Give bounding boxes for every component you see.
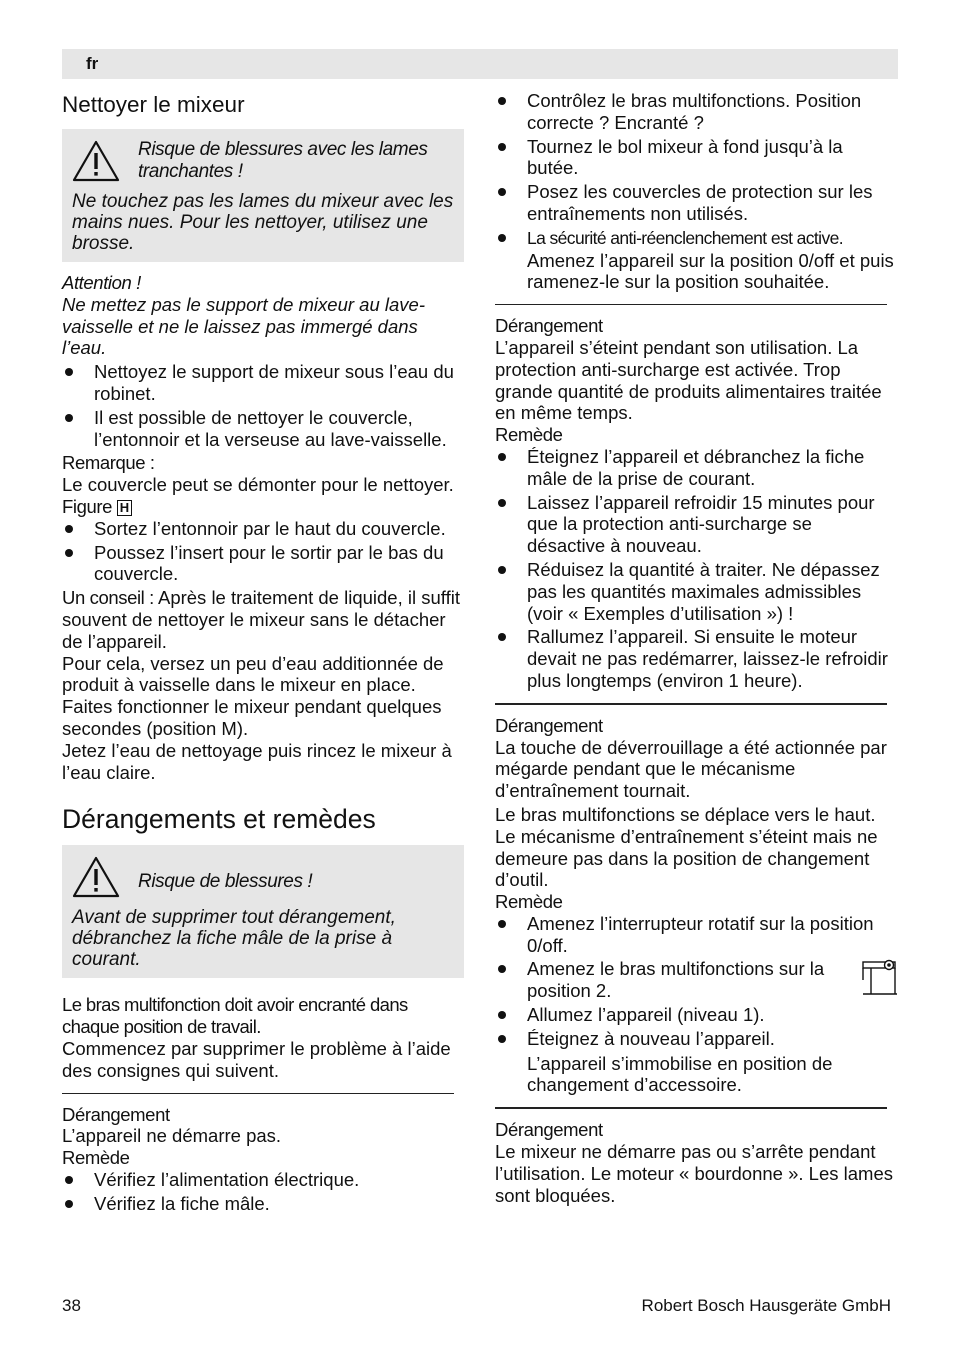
fault-text: La touche de déverrouillage a été actionnée par mégarde pendant que le mécanisme d’entraînement tournait. [495, 736, 887, 802]
intro-bold: Le bras multifonction doit avoir encranté dans chaque position de travail. [62, 994, 408, 1038]
left-column [62, 88, 464, 1217]
list-item: Allumez l’appareil (niveau 1). [495, 1004, 895, 1026]
list-item: Il est possible de nettoyer le couvercle, l’entonnoir et la verseuse au lave-vaisselle. [62, 407, 464, 451]
list-item: Vérifiez l’alimentation électrique. [62, 1169, 464, 1191]
list-item: Tournez le bol mixeur à fond jusqu’à la butée. [495, 136, 895, 180]
company-name: Robert Bosch Hausgeräte GmbH [641, 1296, 891, 1315]
conseil-label: Un conseil : [62, 587, 154, 609]
list-item-text: et puis ramenez-le sur la position souhaitée. [527, 249, 894, 293]
list-item-text: Amenez le bras multifonctions sur la position [527, 958, 825, 1002]
remedy-list-continued [495, 90, 895, 293]
conseil-paragraph-3: Jetez l’eau de nettoyage puis rincez le mixeur à l’eau claire. [62, 739, 452, 783]
attention-label: Attention ! [62, 272, 141, 293]
fault-text: Le mixeur ne démarre pas ou s’arrête pendant l’utilisation. Le moteur « bourdonne ». Les lames sont bloquées. [495, 1141, 893, 1206]
fault-label: Dérangement [62, 1103, 170, 1125]
list-item: Posez les couvercles de protection sur les entraînements non utilisés. [495, 181, 895, 225]
remedy-list [495, 913, 895, 1096]
list-item: Amenez l’interrupteur rotatif sur la position 0/off. [495, 913, 895, 957]
divider [495, 1107, 887, 1109]
warning-triangle-icon [72, 139, 120, 183]
remedy-label: Remède [495, 891, 563, 913]
position-value: 0/off [527, 934, 563, 956]
conseil-text-2-end: ). [236, 717, 249, 739]
list-item [495, 1028, 895, 1096]
lid-list [62, 518, 464, 585]
list-item-text: Amenez l’interrupteur rotatif sur la position [527, 912, 874, 934]
cleaning-list [62, 361, 464, 450]
list-item: Vérifiez la fiche mâle. [62, 1193, 464, 1215]
divider [495, 304, 887, 305]
list-item-text: La sécurité anti-réenclenchement est active. [527, 227, 844, 248]
warning-triangle-icon [72, 855, 120, 899]
language-bar [62, 49, 898, 79]
fault-text: L’appareil s’éteint pendant son utilisation. La protection anti-surcharge est activée. Trop grande quantité de produits alimentaires traitée en même temps. [495, 336, 882, 424]
figure-h-icon: H [117, 500, 132, 516]
list-item [495, 227, 895, 293]
warning-box-blades [62, 129, 464, 262]
list-item: Éteignez l’appareil et débranchez la fiche mâle de la prise de courant. [495, 446, 895, 490]
list-item: Laissez l’appareil refroidir 15 minutes pour que la protection anti-surcharge se désactive à nouveau. [495, 492, 895, 557]
list-item-text: Éteignez à nouveau l’appareil. [527, 1027, 775, 1049]
fault-text: L’appareil ne démarre pas. [62, 1125, 282, 1147]
remedy-list [62, 1169, 464, 1215]
page-number: 38 [62, 1296, 81, 1315]
conseil-paragraph [62, 587, 464, 652]
position-value: 0/off [798, 249, 835, 271]
figure-label: Figure [62, 495, 113, 517]
divider [495, 703, 887, 705]
divider [62, 1093, 454, 1094]
fault-text: Le bras multifonctions se déplace vers le haut. Le mécanisme d’entraînement s’éteint mais ne demeure pas dans la position de changement d’outil. [495, 803, 878, 891]
fault-label: Dérangement [495, 714, 603, 736]
remarque-label: Remarque : [62, 452, 155, 474]
clean-heading: Nettoyer le mixeur [62, 92, 245, 117]
list-item: Réduisez la quantité à traiter. Ne dépassez pas les quantités maximales admissibles (voir « Exemples d’utilisation ») ! [495, 559, 895, 624]
fault-label: Dérangement [495, 315, 603, 337]
warning-title: Risque de blessures ! [138, 871, 313, 893]
position-value: 2 [595, 980, 607, 1002]
list-item: Poussez l’insert pour le sortir par le bas du couvercle. [62, 542, 464, 586]
list-item: Contrôlez le bras multifonctions. Position correcte ? Encranté ? [495, 90, 895, 134]
warning-title: Risque de blessures avec les lames tranchantes ! [138, 139, 428, 182]
list-item: Sortez l’entonnoir par le haut du couvercle. [62, 518, 464, 540]
conseil-position: M [221, 717, 237, 739]
right-column [495, 90, 895, 1206]
list-item-text: Amenez l’appareil sur la position [527, 249, 799, 271]
remarque-text: Le couvercle peut se démonter pour le nettoyer. [62, 474, 454, 496]
remedy-list [495, 446, 895, 692]
warning-text: Ne touchez pas les lames du mixeur avec les mains nues. Pour les nettoyer, utilisez une brosse. [72, 191, 454, 254]
intro-text: Commencez par supprimer le problème à l’aide des consignes qui suivent. [62, 1037, 451, 1081]
warning-text: Avant de supprimer tout dérangement, débranchez la fiche mâle de la prise à courant. [72, 907, 396, 971]
list-item-note: L’appareil s’immobilise en position de changement d’accessoire. [527, 1052, 833, 1096]
language-label: fr [86, 54, 99, 73]
multifunction-arm-icon [859, 958, 899, 998]
conseil-text: Après le traitement de liquide, il suffit souvent de nettoyer le mixeur sans le détacher de l’appareil. [62, 587, 460, 652]
attention-text: Ne mettez pas le support de mixeur au lave-vaisselle et ne le laissez pas immergé dans l’eau. [62, 293, 425, 359]
figure-reference [62, 496, 464, 518]
troubleshooting-heading: Dérangements et remèdes [62, 804, 376, 835]
list-item: Rallumez l’appareil. Si ensuite le moteur devait ne pas redémarrer, laissez-le refroidir plus longtemps (environ 1 heure). [495, 626, 895, 691]
remedy-label: Remède [495, 424, 563, 446]
conseil-paragraph-2 [62, 653, 464, 740]
fault-label: Dérangement [495, 1119, 603, 1141]
warning-box-injury [62, 845, 464, 978]
conseil-text-2: Pour cela, versez un peu d’eau additionnée de produit à vaisselle dans le mixeur en place. Faites fonctionner le mixeur pendant quelques secondes (position [62, 652, 444, 739]
list-item: Amenez le bras multifonctions sur la position 2. [495, 958, 895, 1002]
list-item: Nettoyez le support de mixeur sous l’eau du robinet. [62, 361, 464, 405]
remedy-label: Remède [62, 1147, 130, 1169]
